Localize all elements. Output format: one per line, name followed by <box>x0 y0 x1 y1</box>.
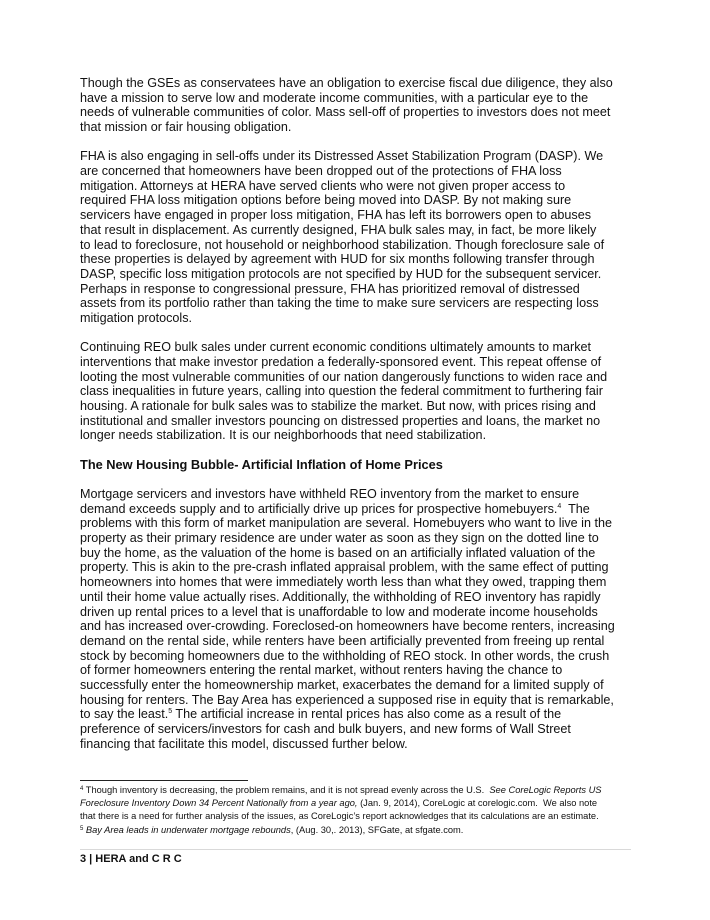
citation-title: Foreclosure Inventory Down 34 Percent Nationally from a year ago, <box>80 798 358 809</box>
text-line: that mission or fair housing obligation. <box>80 120 292 135</box>
paragraph-housing-bubble <box>80 487 640 752</box>
text-line: problems with this form of market manipulation are several. Homebuyers who want to live in the <box>80 516 612 531</box>
text-line: longer needs stabilization. It is our neighborhoods that need stabilization. <box>80 428 487 443</box>
text-line: needs of vulnerable communities of color. Mass sell-off of properties to investors does not meet <box>80 105 611 120</box>
text-line: have a mission to serve low and moderate income communities, with a particular eye to the <box>80 90 589 105</box>
footnote-ref-5[interactable]: 5 <box>168 708 173 716</box>
citation-title: See CoreLogic Reports US <box>489 785 602 795</box>
text-line: servicers have engaged in proper loss mitigation, FHA has left its borrowers open to abuses <box>80 208 592 223</box>
text-line: housing. A rationale for bulk sales was to stabilize the market. But now, with prices rising and <box>80 399 596 414</box>
text-line: property. This is akin to the pre-crash inflated appraisal problem, with the same effect of putting <box>80 560 609 575</box>
text-line: homeowners into homes that were immediately worth less than what they owed, trapping them <box>80 575 607 590</box>
footer-divider <box>80 849 631 850</box>
text-line: institutional and smaller investors pouncing on distressed properties and loans, the market no <box>80 413 601 428</box>
text-line: class inequalities in future years, calling into question the federal commitment to furthering fair <box>80 384 603 399</box>
text-line: preference of servicers/investors for cash and bulk buyers, and new forms of Wall Street <box>80 722 571 737</box>
footnote-text: , (Aug. 30,. 2013), SFGate, at sfgate.com. <box>290 824 464 835</box>
paragraph-reo-bulk-sales <box>80 340 640 443</box>
text-line: interventions that make investor predation a federally-sponsored event. This repeat offense of <box>80 354 602 369</box>
text-segment: to say the least. <box>80 707 169 722</box>
text-line: stock by becoming homeowners due to the withholding of REO stock. In other words, the crush <box>80 648 610 663</box>
text-line: FHA is also engaging in sell-offs under its Distressed Asset Stabilization Program (DASP). We <box>80 149 604 164</box>
section-heading: The New Housing Bubble- Artificial Inflation of Home Prices <box>80 456 443 472</box>
text-line <box>80 502 640 517</box>
text-line: that result in displacement. As currently designed, FHA bulk sales may, in fact, be more likely <box>80 222 597 237</box>
footnote-number: 4 <box>80 786 84 792</box>
footnote-4-cont <box>80 797 640 810</box>
text-line <box>80 707 640 722</box>
text-line: required FHA loss mitigation options before being moved into DASP. By not making sure <box>80 193 572 208</box>
footnote-4-cont: that there is a need for further analysis of the issues, as CoreLogic’s report acknowledges that its calculations are an estimate. <box>80 811 599 822</box>
text-line: assets from its portfolio rather than taking the time to make sure servicers are respecting loss <box>80 296 599 311</box>
paragraph-gse-mission <box>80 76 640 135</box>
text-line: DASP, specific loss mitigation protocols are not specified by HUD for the subsequent servicer. <box>80 266 602 281</box>
text-line: successfully enter the homeownership market, exacerbates the demand for a limited supply of <box>80 678 604 693</box>
text-segment: The <box>561 501 590 516</box>
text-line: of former homeowners entering the rental market, without renters having the chance to <box>80 663 563 678</box>
footnote-separator <box>80 780 248 781</box>
footnote-text: Though inventory is decreasing, the problem remains, and it is not spread evenly across the U.S. <box>83 785 490 795</box>
text-line: property as their primary residence are under water as soon as they sign on the dotted line to <box>80 530 599 545</box>
body-text <box>80 76 640 766</box>
footnotes <box>80 784 640 837</box>
text-line: Though the GSEs as conservatees have an obligation to exercise fiscal due diligence, they also <box>80 76 613 90</box>
text-segment: demand exceeds supply and to artificially drive up prices for prospective homebuyers. <box>80 501 558 516</box>
text-line: Perhaps in response to congressional pressure, FHA has prioritized removal of distressed <box>80 281 580 296</box>
text-line: mitigation protocols. <box>80 311 192 326</box>
text-line: and has increased over-crowding. Foreclosed-on homeowners have become renters, increasing <box>80 619 615 634</box>
text-line: looting the most vulnerable communities of our nation dangerously functions to widen race and <box>80 369 608 384</box>
citation-title: Bay Area leads in underwater mortgage rebounds <box>83 824 291 835</box>
text-line: driven up rental prices to a level that is unaffordable to low and moderate income households <box>80 604 598 619</box>
paragraph-fha-dasp <box>80 149 640 325</box>
footnote-number: 5 <box>80 825 84 832</box>
text-line: Mortgage servicers and investors have withheld REO inventory from the market to ensure <box>80 486 580 501</box>
text-line: buy the home, as the valuation of the home is based on an artificially inflated valuation of the <box>80 545 596 560</box>
text-segment: The artificial increase in rental prices has also come as a result of the <box>172 707 562 722</box>
text-line: housing for renters. The Bay Area has experienced a supposed rise in equity that is remarkable, <box>80 692 614 707</box>
text-line: financing that facilitate this model, discussed further below. <box>80 736 408 751</box>
text-line: to lead to foreclosure, not household or neighborhood stabilization. Though foreclosure sale of <box>80 237 605 252</box>
text-line: mitigation. Attorneys at HERA have served clients who were not given proper access to <box>80 178 566 193</box>
footnote-5 <box>80 824 640 837</box>
footnote-ref-4[interactable]: 4 <box>557 502 562 510</box>
text-line: demand on the rental side, while renters have been artificially prevented from freeing up rental <box>80 633 605 648</box>
page-footer: 3 | HERA and C R C <box>80 853 182 865</box>
text-line: these properties is delayed by agreement with HUD for six months following transfer through <box>80 252 595 267</box>
text-line: Continuing REO bulk sales under current economic conditions ultimately amounts to market <box>80 340 591 355</box>
footnote-4 <box>80 784 640 797</box>
footnote-text: (Jan. 9, 2014), CoreLogic at corelogic.com. We also note <box>357 798 598 809</box>
text-line: until their home value actually rises. Additionally, the withholding of REO inventory has rapidly <box>80 589 601 604</box>
text-line: are concerned that homeowners have been dropped out of the protections of FHA loss <box>80 164 562 179</box>
